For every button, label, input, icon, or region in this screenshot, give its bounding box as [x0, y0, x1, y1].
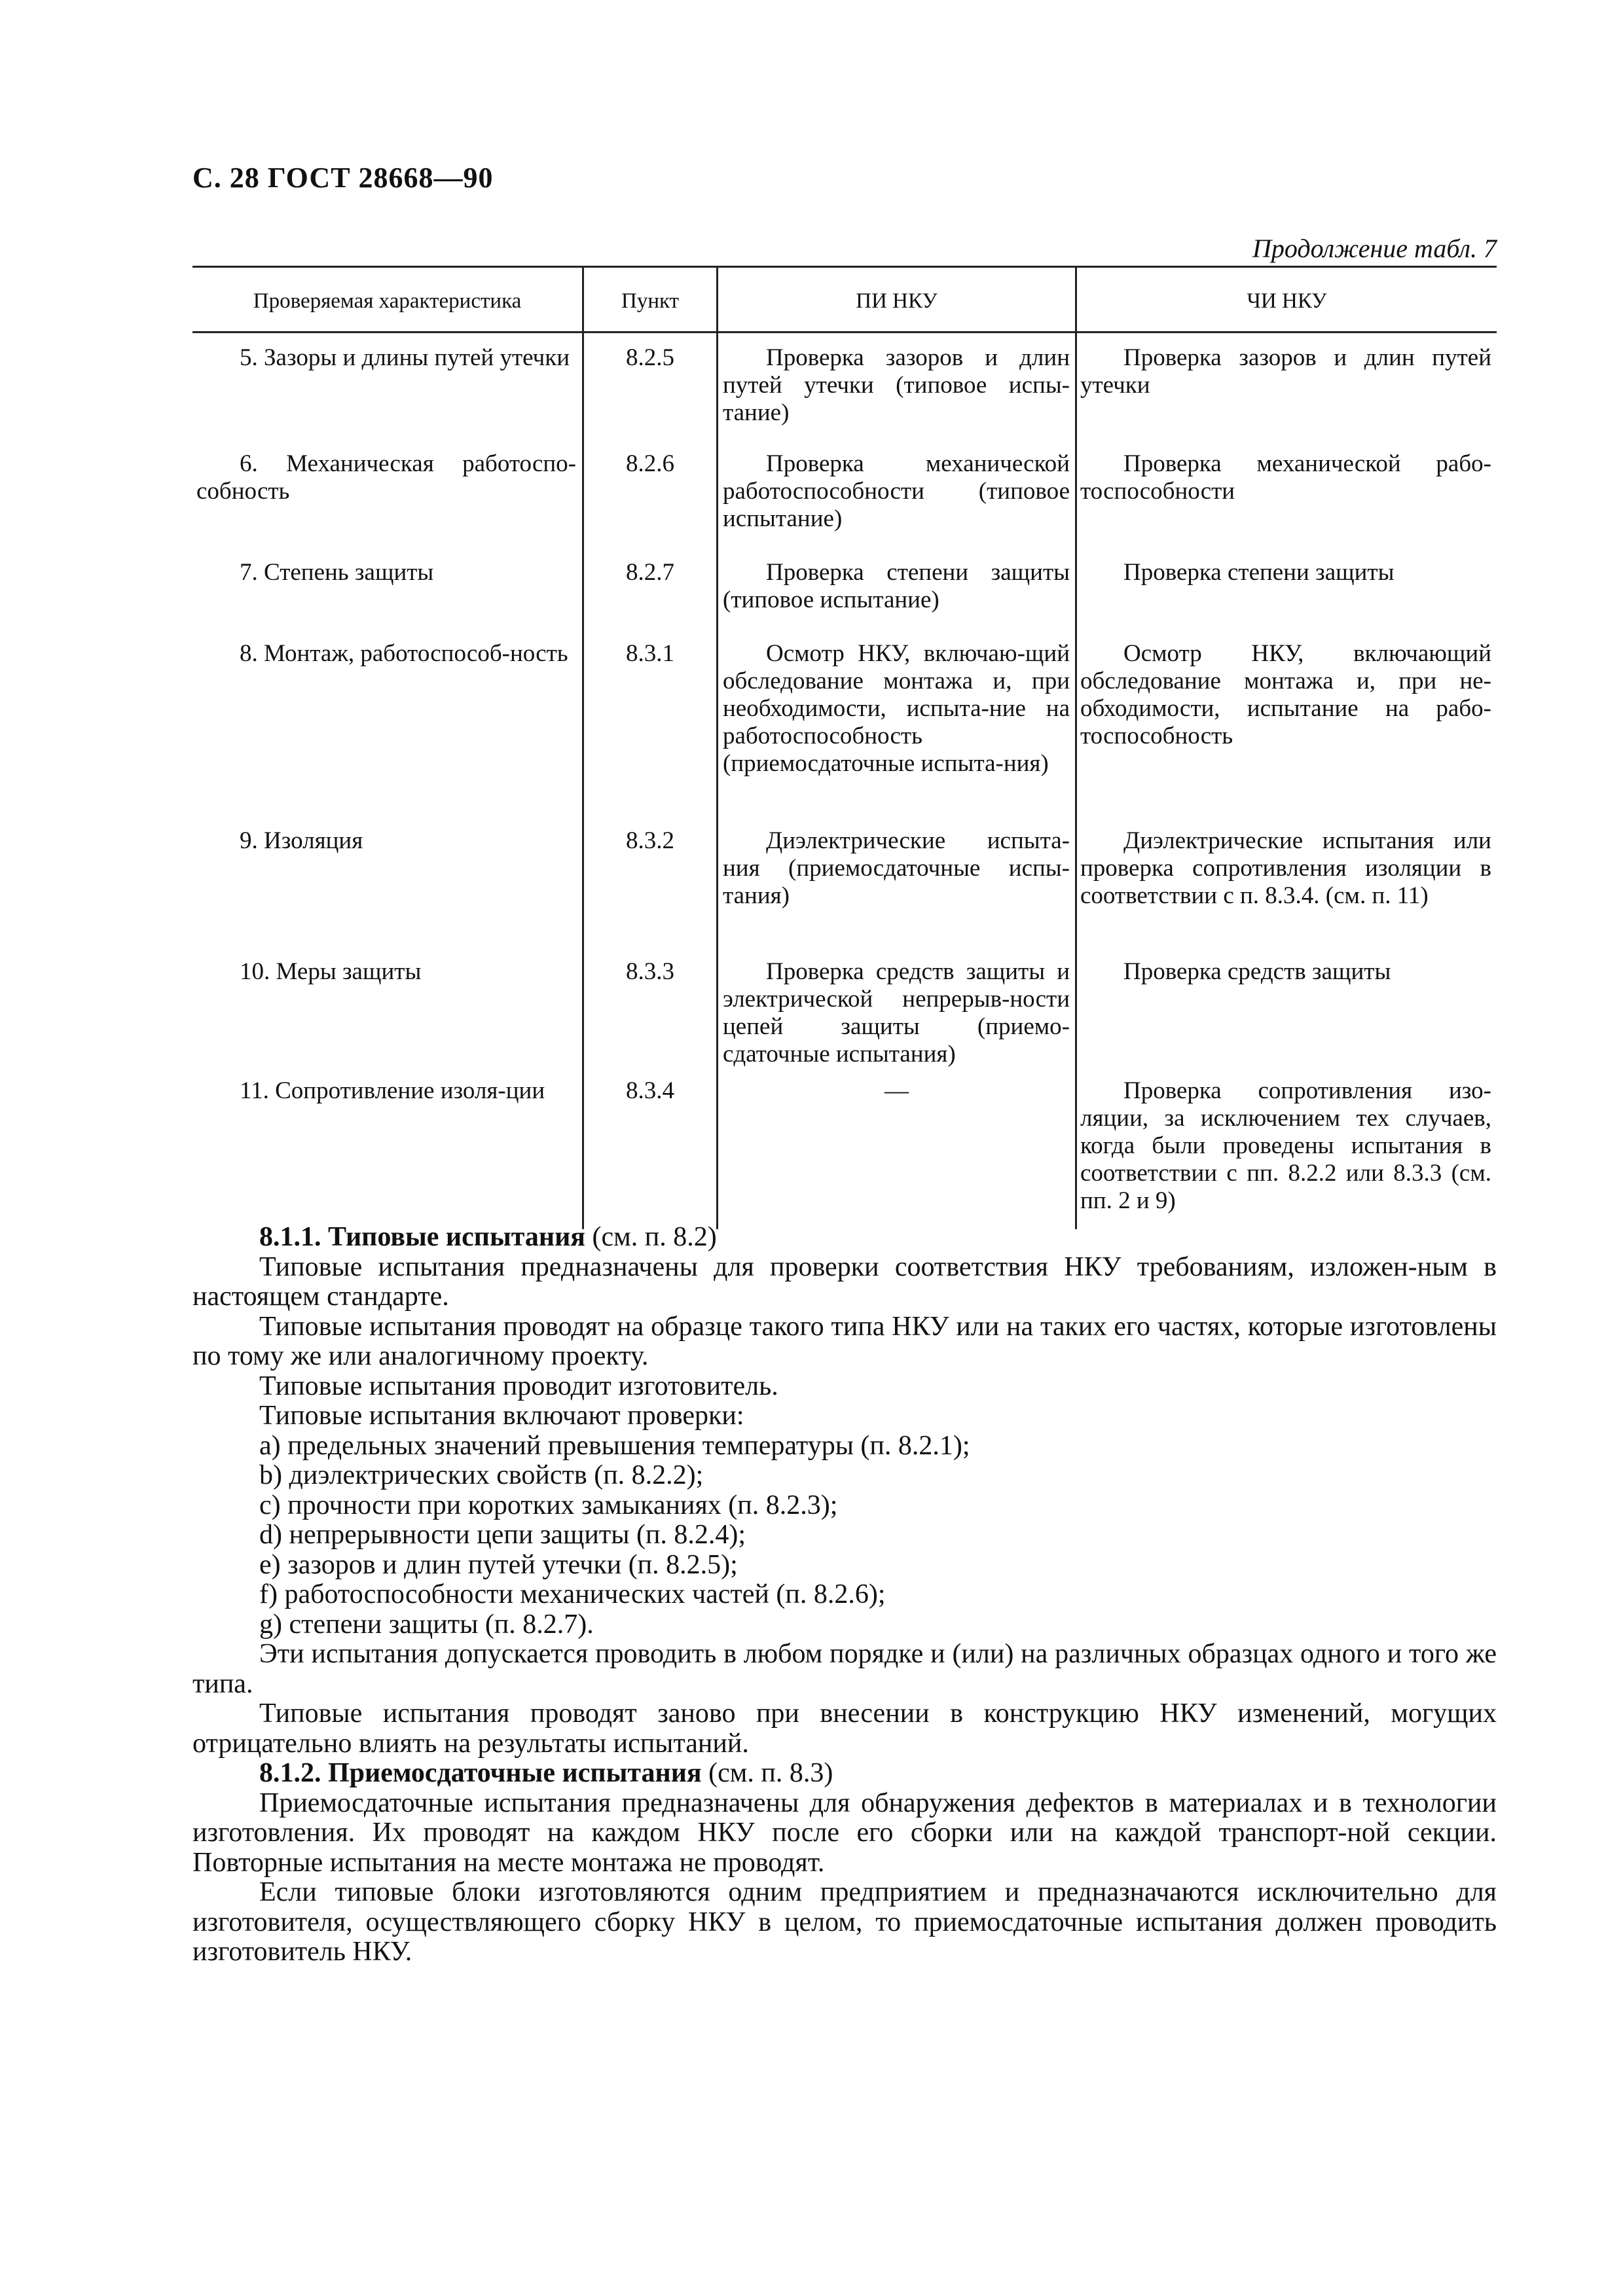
body-text: [192, 1223, 1497, 1967]
list-item: d) непрерывности цепи защиты (п. 8.2.4);: [259, 1520, 746, 1550]
table-row-7-clause: 8.2.7: [626, 559, 674, 586]
col-header-characteristic: Проверяемая характеристика: [253, 289, 522, 313]
table-row-11-characteristic: 11. Сопротивление изоля-ции: [240, 1077, 545, 1104]
table-row-8-pi: Осмотр НКУ, включаю-щий обследование монтажа и, при необходимости, испыта-ние на работоспособность (приемосдаточные испыта-ния): [723, 640, 1070, 777]
table-row-9-characteristic: 9. Изоляция: [240, 827, 363, 854]
table-row-10-pi: Проверка средств защиты и электрической непрерыв-ности цепей защиты (приемо-сдаточные испытания): [723, 958, 1070, 1067]
table-row-5-characteristic: 5. Зазоры и длины путей утечки: [240, 344, 570, 371]
col-header-chi: ЧИ НКУ: [1247, 289, 1327, 313]
table-row-9-chi: Диэлектрические испытания или проверка сопротивления изоляции в соответствии с п. 8.3.4. (см. п. 11): [1080, 827, 1491, 909]
col-header-pi: ПИ НКУ: [856, 289, 938, 313]
table-row-5-pi: Проверка зазоров и длин путей утечки (типовое испы- тание): [723, 344, 1070, 426]
section-8-1-1-paragraph: Типовые испытания предназначены для проверки соответствия НКУ требованиям, изложен-ным в настоящем стандарте.: [192, 1251, 1497, 1312]
table-row-11-pi: —: [884, 1077, 909, 1104]
table-row-8-clause: 8.3.1: [626, 640, 674, 667]
table-header-rule: [192, 331, 1497, 333]
table-row-9-pi: Диэлектрические испыта-ния (приемосдаточные испы-тания): [723, 827, 1070, 909]
checks-table: [192, 266, 1497, 1229]
table-row-6-chi: Проверка механической рабо-тоспособности: [1080, 450, 1491, 505]
table-top-rule: [192, 266, 1497, 268]
section-8-1-1-paragraph: Эти испытания допускается проводить в любом порядке и (или) на различных образцах одного и того же типа.: [192, 1639, 1497, 1699]
section-8-1-1-paragraph: Типовые испытания проводит изготовитель.: [259, 1371, 778, 1401]
list-item: e) зазоров и длин путей утечки (п. 8.2.5);: [259, 1549, 738, 1580]
list-item: f) работоспособности механических частей (п. 8.2.6);: [259, 1579, 886, 1609]
table-row-7-pi: Проверка степени защиты (типовое испытание): [723, 559, 1070, 613]
table-row-10-clause: 8.3.3: [626, 958, 674, 985]
table-row-6-characteristic: 6. Механическая работоспо-собность: [196, 450, 576, 505]
table-row-7-characteristic: 7. Степень защиты: [240, 559, 434, 586]
page-header: С. 28 ГОСТ 28668—90: [192, 162, 494, 194]
table-row-8-characteristic: 8. Монтаж, работоспособ-ность: [240, 640, 568, 667]
section-8-1-2-paragraph: Если типовые блоки изготовляются одним предприятием и предназначаются исключительно для изготовителя, осуществляющего сборку НКУ в целом, то приемосдаточные испытания должен проводить изготовитель НКУ.: [192, 1877, 1497, 1967]
table-row-7-chi: Проверка степени защиты: [1123, 559, 1395, 586]
list-item: a) предельных значений превышения температуры (п. 8.2.1);: [259, 1430, 970, 1461]
table-row-11-clause: 8.3.4: [626, 1077, 674, 1104]
table-row-5-clause: 8.2.5: [626, 344, 674, 371]
table-row-10-characteristic: 10. Меры защиты: [240, 958, 422, 985]
list-item: c) прочности при коротких замыканиях (п. 8.2.3);: [259, 1490, 838, 1520]
list-item: g) степени защиты (п. 8.2.7).: [259, 1609, 594, 1640]
list-item: b) диэлектрических свойств (п. 8.2.2);: [259, 1460, 704, 1490]
table-row-11-chi: Проверка сопротивления изо-ляции, за исключением тех случаев, когда были проведены испытания в соответствии с пп. 8.2.2 или 8.3.3 (см. пп. 2 и 9): [1080, 1077, 1492, 1214]
section-8-1-1-heading: 8.1.1. Типовые испытания (см. п. 8.2): [259, 1222, 717, 1252]
section-8-1-1-paragraph: Типовые испытания включают проверки:: [259, 1401, 744, 1431]
section-8-1-2-paragraph: Приемосдаточные испытания предназначены для обнаружения дефектов в материалах и в технологии изготовления. Их проводят на каждом НКУ после его сборки или на каждой транспорт-ной секции. Повторные испытания на месте монтажа не проводят.: [192, 1787, 1497, 1878]
section-8-1-1-paragraph: Типовые испытания проводят заново при внесении в конструкцию НКУ изменений, могущих отрицательно влиять на результаты испытаний.: [192, 1698, 1497, 1759]
table-row-10-chi: Проверка средств защиты: [1123, 958, 1391, 985]
table-col-divider-3: [1075, 266, 1077, 1229]
table-row-9-clause: 8.3.2: [626, 827, 674, 854]
table-row-6-pi: Проверка механической работоспособности (типовое испытание): [723, 450, 1070, 532]
col-header-clause: Пункт: [621, 289, 679, 313]
section-8-1-1-paragraph: Типовые испытания проводят на образце такого типа НКУ или на таких его частях, которые изготовлены по тому же или аналогичному проекту.: [192, 1311, 1497, 1371]
table-row-5-chi: Проверка зазоров и длин путей утечки: [1080, 344, 1491, 399]
section-8-1-2-heading: 8.1.2. Приемосдаточные испытания (см. п. 8.3): [259, 1758, 833, 1788]
table-continuation-label: Продолжение табл. 7: [1252, 234, 1497, 263]
table-row-8-chi: Осмотр НКУ, включающий обследование монтажа и, при не-обходимости, испытание на рабо-тоспособность: [1080, 640, 1491, 749]
table-row-6-clause: 8.2.6: [626, 450, 674, 477]
